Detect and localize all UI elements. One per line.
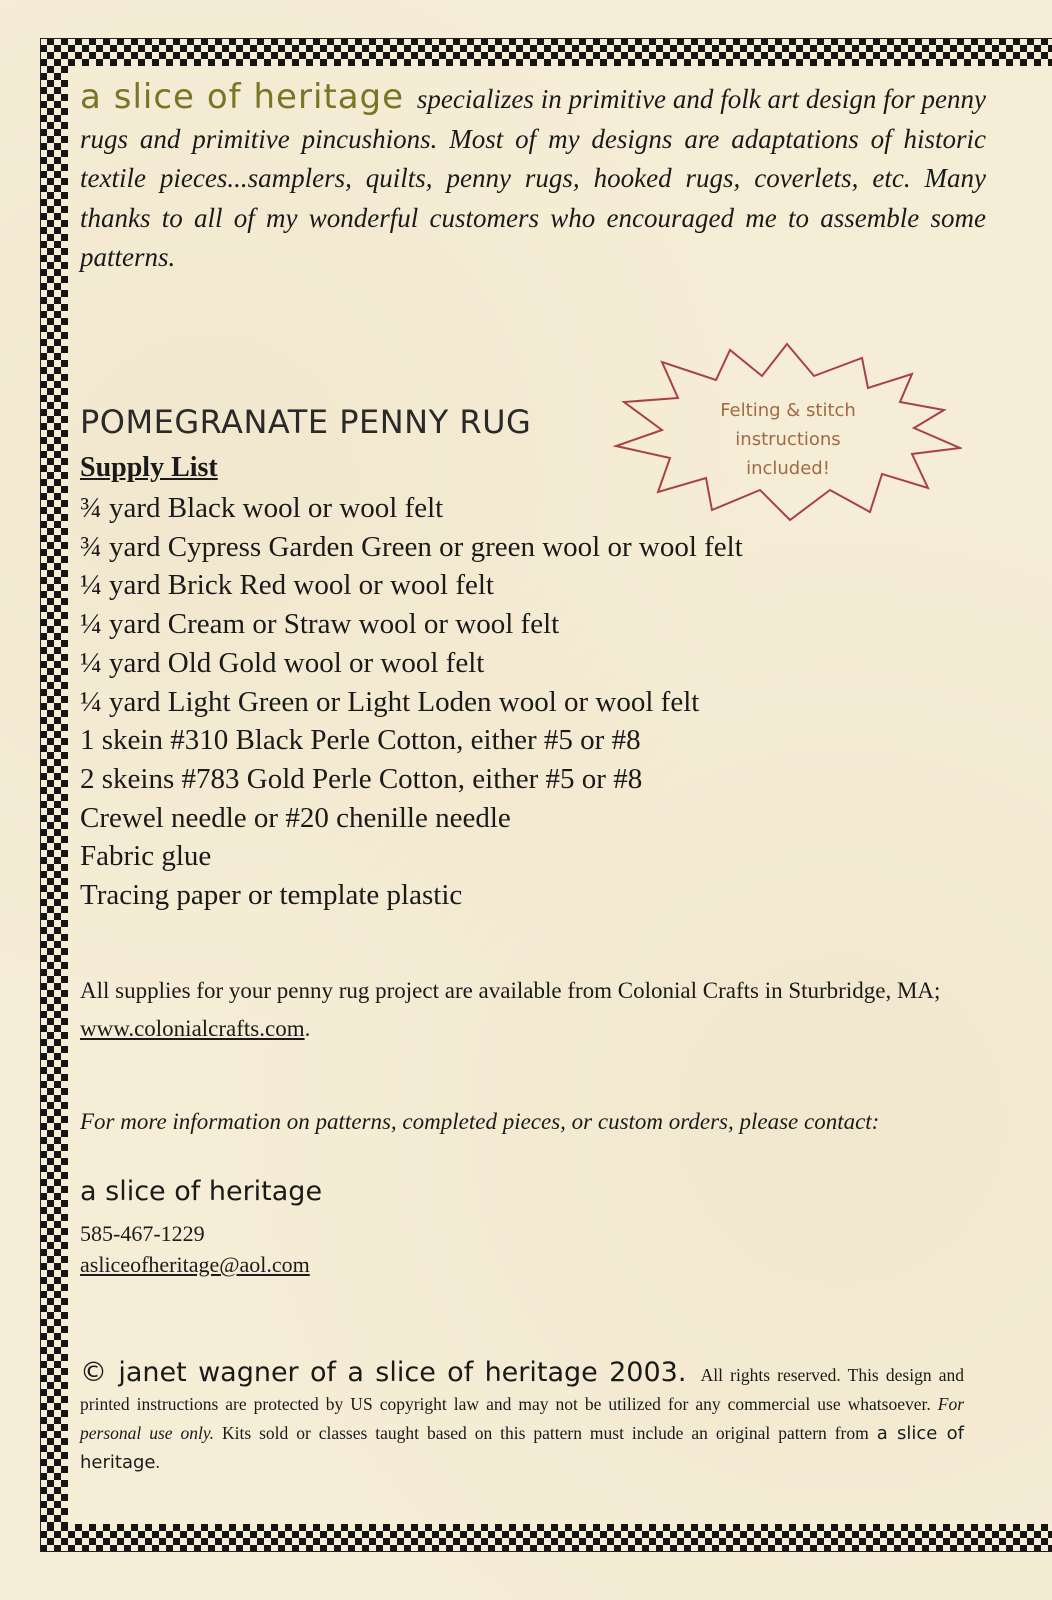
- list-item: ¼ yard Brick Red wool or wool felt: [80, 569, 494, 602]
- list-item: ¾ yard Cypress Garden Green or green wool or wool felt: [80, 530, 743, 563]
- list-item: Fabric glue: [80, 840, 212, 873]
- intro-text: specializes in primitive and folk art design for penny rugs and primitive pincushions. Most of my designs are adaptations of historic textile pieces...samplers, quilts, penny rugs, hooked rugs, coverlets, etc. Many thanks to all of my wonderful customers who encouraged me to assemble some patterns.: [80, 84, 986, 272]
- copyright-text-1: All rights reserved. This design and printed instructions are protected by US copyright law and may not be utilized for any commercial use whatsoever.: [80, 1365, 964, 1414]
- intro-paragraph: [80, 78, 986, 278]
- list-item: ¼ yard Old Gold wool or wool felt: [80, 646, 485, 679]
- starburst-line-3: included!: [746, 458, 830, 479]
- copyright-notice: [80, 1358, 964, 1477]
- colonial-crafts-link[interactable]: www.colonialcrafts.com: [80, 1016, 305, 1041]
- starburst-line-2: instructions: [735, 429, 841, 450]
- list-item: 1 skein #310 Black Perle Cotton, either #5 or #8: [80, 724, 641, 757]
- list-item: ¾ yard Black wool or wool felt: [80, 492, 444, 524]
- contact-intro: For more information on patterns, completed pieces, or custom orders, please contact:: [80, 1109, 880, 1134]
- supply-list-heading: Supply List: [80, 452, 218, 483]
- starburst-text: [690, 396, 886, 483]
- availability-text: All supplies for your penny rug project are available from Colonial Crafts in Sturbridge, MA;: [80, 978, 941, 1003]
- copyright-end: .: [155, 1452, 160, 1472]
- starburst-line-1: Felting & stitch: [720, 400, 856, 421]
- brand-logo-text: a slice of heritage: [80, 77, 405, 117]
- list-item: Tracing paper or template plastic: [80, 879, 463, 912]
- page-title: POMEGRANATE PENNY RUG: [80, 403, 532, 441]
- copyright-brand-logo-text: a slice of heritage: [80, 1423, 965, 1473]
- contact-brand-logo-text: a slice of heritage: [80, 1176, 323, 1207]
- list-item: ¼ yard Light Green or Light Loden wool or wool felt: [80, 685, 700, 718]
- list-item: Crewel needle or #20 chenille needle: [80, 801, 511, 834]
- supply-list: [80, 489, 743, 915]
- availability-paragraph: [80, 972, 960, 1048]
- list-item: ¼ yard Cream or Straw wool or wool felt: [80, 608, 560, 641]
- list-item: 2 skeins #783 Gold Perle Cotton, either #5 or #8: [80, 762, 643, 795]
- copyright-text-2: Kits sold or classes taught based on this pattern must include an original pattern from: [221, 1423, 869, 1443]
- contact-email-link[interactable]: asliceofheritage@aol.com: [80, 1252, 310, 1277]
- copyright-heading: © janet wagner of a slice of heritage 2003.: [80, 1357, 687, 1388]
- copyright-personal-use: For personal use only.: [80, 1394, 964, 1443]
- availability-end: .: [304, 1016, 311, 1041]
- contact-phone: 585-467-1229: [80, 1221, 205, 1246]
